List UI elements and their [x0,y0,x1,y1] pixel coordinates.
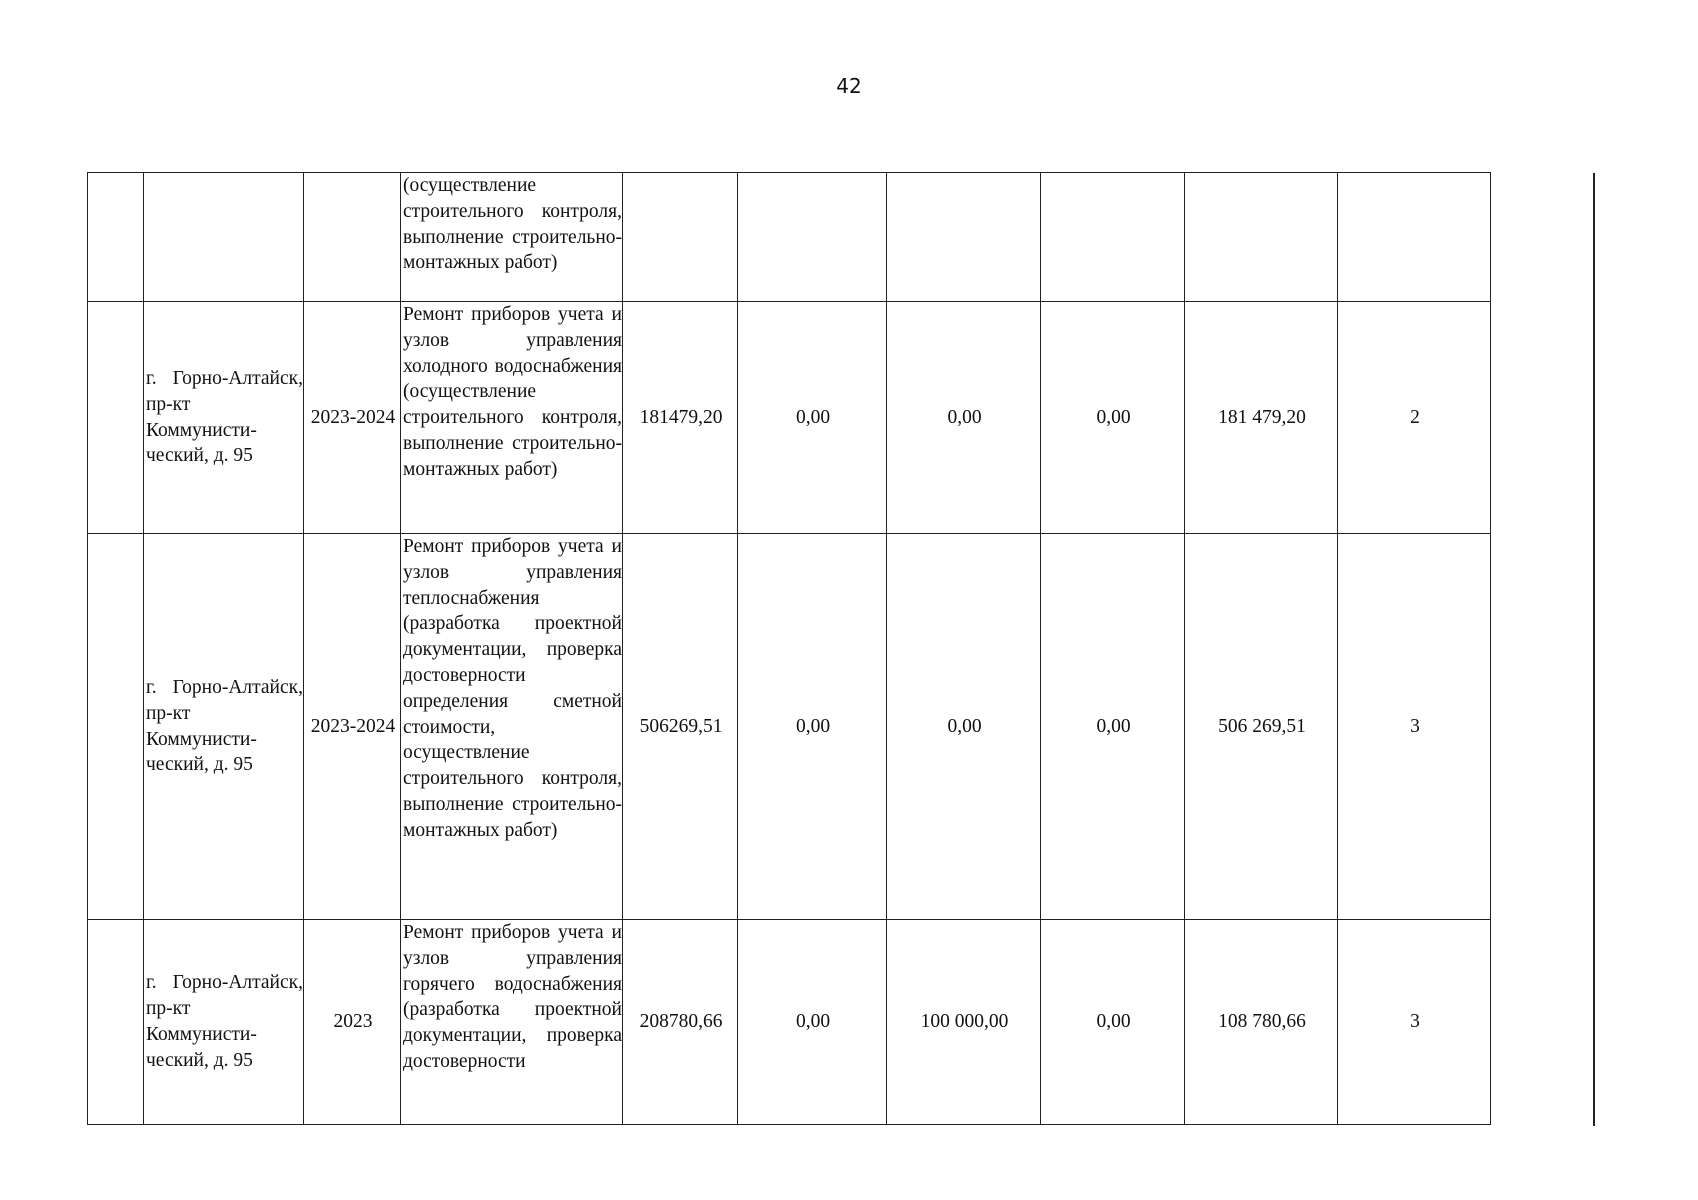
count-cell: 2 [1338,302,1491,534]
amount-cell-b [887,173,1041,302]
count-cell: 3 [1338,920,1491,1125]
amount-cell-c [1041,173,1185,302]
table-row [88,534,1491,920]
amount-cell-c: 0,00 [1041,302,1185,534]
total-cost-cell: 208780,66 [623,920,738,1125]
table-row [88,920,1491,1125]
amount-cell-c: 0,00 [1041,920,1185,1125]
address-cell [144,173,304,302]
period-cell: 2023 [304,920,401,1125]
period-cell [304,173,401,302]
address-cell: г. Горно-Алтайск, пр-кт Коммунисти-ческий, д. 95 [144,302,304,534]
row-number-cell [88,173,144,302]
amount-cell-a [738,173,887,302]
table-row [88,302,1491,534]
table-row [88,173,1491,302]
work-description-cell: Ремонт приборов учета и узлов управления холодного водоснабжения (осуществление строительного контроля, выполнение строительно-монтажных работ) [401,302,623,534]
amount-cell-d: 108 780,66 [1185,920,1338,1125]
page-number: 42 [836,74,862,98]
count-cell [1338,173,1491,302]
work-description-cell: Ремонт приборов учета и узлов управления теплоснабжения (разработка проектной документации, проверка достоверности определения сметной стоимости, осуществление строительного контроля, выполнение строительно-монтажных работ) [401,534,623,920]
address-cell: г. Горно-Алтайск, пр-кт Коммунисти-ческий, д. 95 [144,920,304,1125]
work-description-cell: Ремонт приборов учета и узлов управления горячего водоснабжения (разработка проектной документации, проверка достоверности [401,920,623,1125]
count-cell: 3 [1338,534,1491,920]
total-cost-cell: 181479,20 [623,302,738,534]
period-cell: 2023-2024 [304,534,401,920]
period-cell: 2023-2024 [304,302,401,534]
amount-cell-a: 0,00 [738,534,887,920]
amount-cell-b: 100 000,00 [887,920,1041,1125]
amount-cell-c: 0,00 [1041,534,1185,920]
total-cost-cell: 506269,51 [623,534,738,920]
work-description-cell: (осуществление строительного контроля, выполнение строительно-монтажных работ) [401,173,623,302]
amount-cell-a: 0,00 [738,302,887,534]
row-number-cell [88,534,144,920]
amount-cell-a: 0,00 [738,920,887,1125]
amount-cell-d: 181 479,20 [1185,302,1338,534]
total-cost-cell [623,173,738,302]
amount-cell-d: 506 269,51 [1185,534,1338,920]
amount-cell-b: 0,00 [887,302,1041,534]
page-margin-rule [1593,173,1595,1126]
row-number-cell [88,302,144,534]
amount-cell-d [1185,173,1338,302]
row-number-cell [88,920,144,1125]
address-cell: г. Горно-Алтайск, пр-кт Коммунисти-ческий, д. 95 [144,534,304,920]
amount-cell-b: 0,00 [887,534,1041,920]
works-table [87,172,1491,1125]
